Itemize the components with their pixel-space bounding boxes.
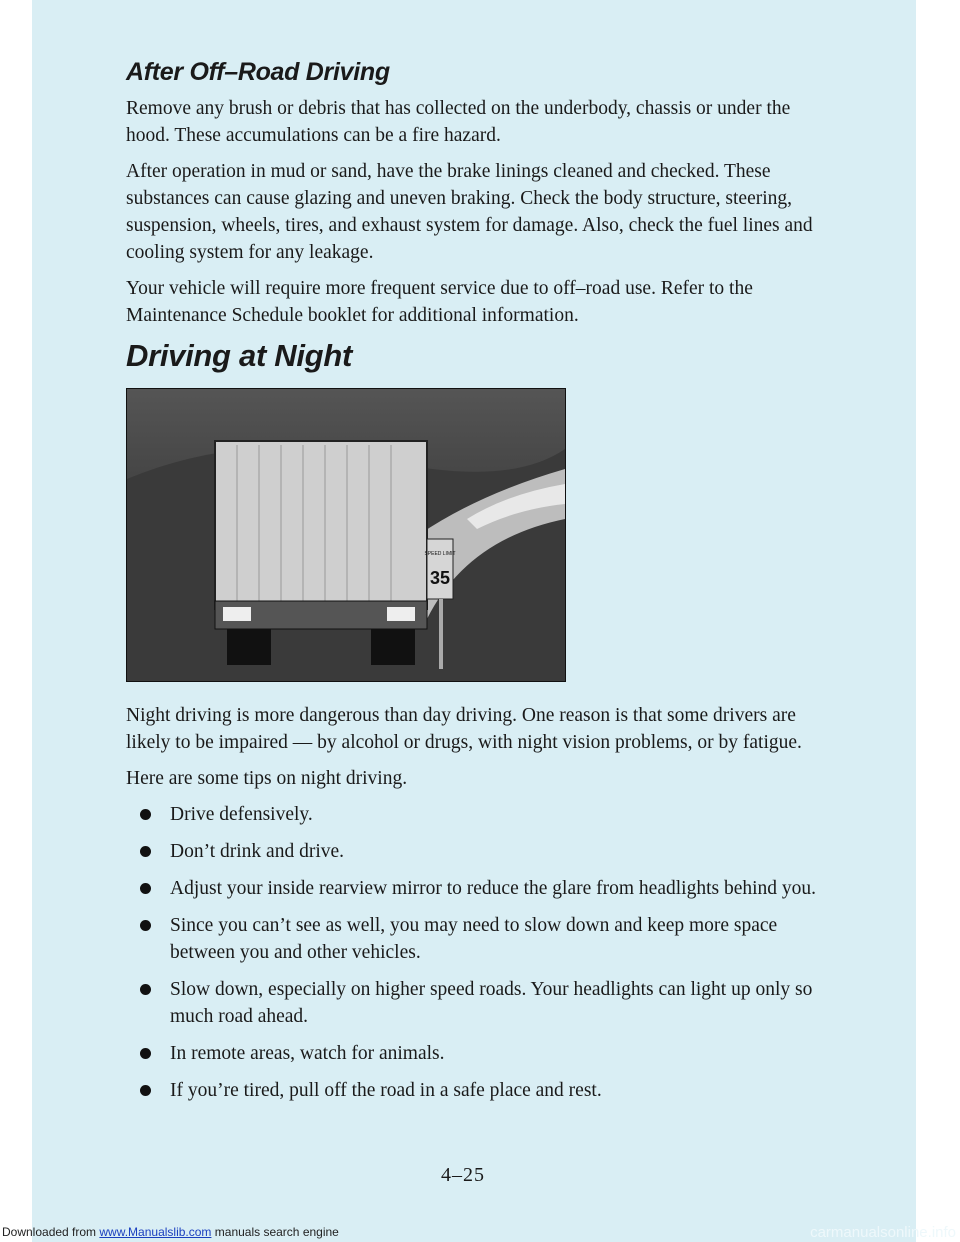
section-title-driving-at-night: Driving at Night [126,338,352,373]
list-item: If you’re tired, pull off the road in a safe place and rest. [126,1077,826,1104]
bullet-icon [140,846,151,857]
list-item: Slow down, especially on higher speed roads. Your headlights can light up only so much road ahead. [126,976,826,1030]
manualslib-link[interactable]: www.Manualslib.com [99,1225,212,1239]
list-item: Don’t drink and drive. [126,838,826,865]
night-driving-tips-list [126,801,826,1104]
night-driving-illustration [126,388,566,682]
bullet-icon [140,1085,151,1096]
download-footer [0,1223,960,1242]
speed-sign-number: 35 [429,568,451,588]
list-item: Adjust your inside rearview mirror to reduce the glare from headlights behind you. [126,875,826,902]
page-number: 4–25 [441,1164,485,1186]
paragraph: After operation in mud or sand, have the brake linings cleaned and checked. These substances can cause glazing and uneven braking. Check the body structure, steering, suspension, wheels, tires, and exhaust system for damage. Also, check the fuel lines and cooling system for any leakage. [126,161,813,263]
paragraph: Here are some tips on night driving. [126,768,408,789]
bullet-icon [140,984,151,995]
section-title-after-off-road: After Off–Road Driving [126,58,390,86]
watermark: carmanualsonline.info [810,1224,956,1241]
list-item: Since you can’t see as well, you may need to slow down and keep more space between you and other vehicles. [126,912,826,966]
footer-text: Downloaded from www.Manualslib.com manuals search engine [2,1225,339,1239]
paragraph: Night driving is more dangerous than day driving. One reason is that some drivers are likely to be impaired — by alcohol or drugs, with night vision problems, or by fatigue. [126,705,802,753]
list-item: In remote areas, watch for animals. [126,1040,826,1067]
bullet-icon [140,920,151,931]
speed-sign-label: SPEED LIMIT [424,551,456,557]
paragraph: Your vehicle will require more frequent service due to off–road use. Refer to the Maintenance Schedule booklet for additional information. [126,278,753,326]
page-content [126,58,826,1114]
bullet-icon [140,883,151,894]
list-item: Drive defensively. [126,801,826,828]
paragraph: Remove any brush or debris that has collected on the underbody, chassis or under the hood. These accumulations can be a fire hazard. [126,98,791,146]
bullet-icon [140,1048,151,1059]
bullet-icon [140,809,151,820]
